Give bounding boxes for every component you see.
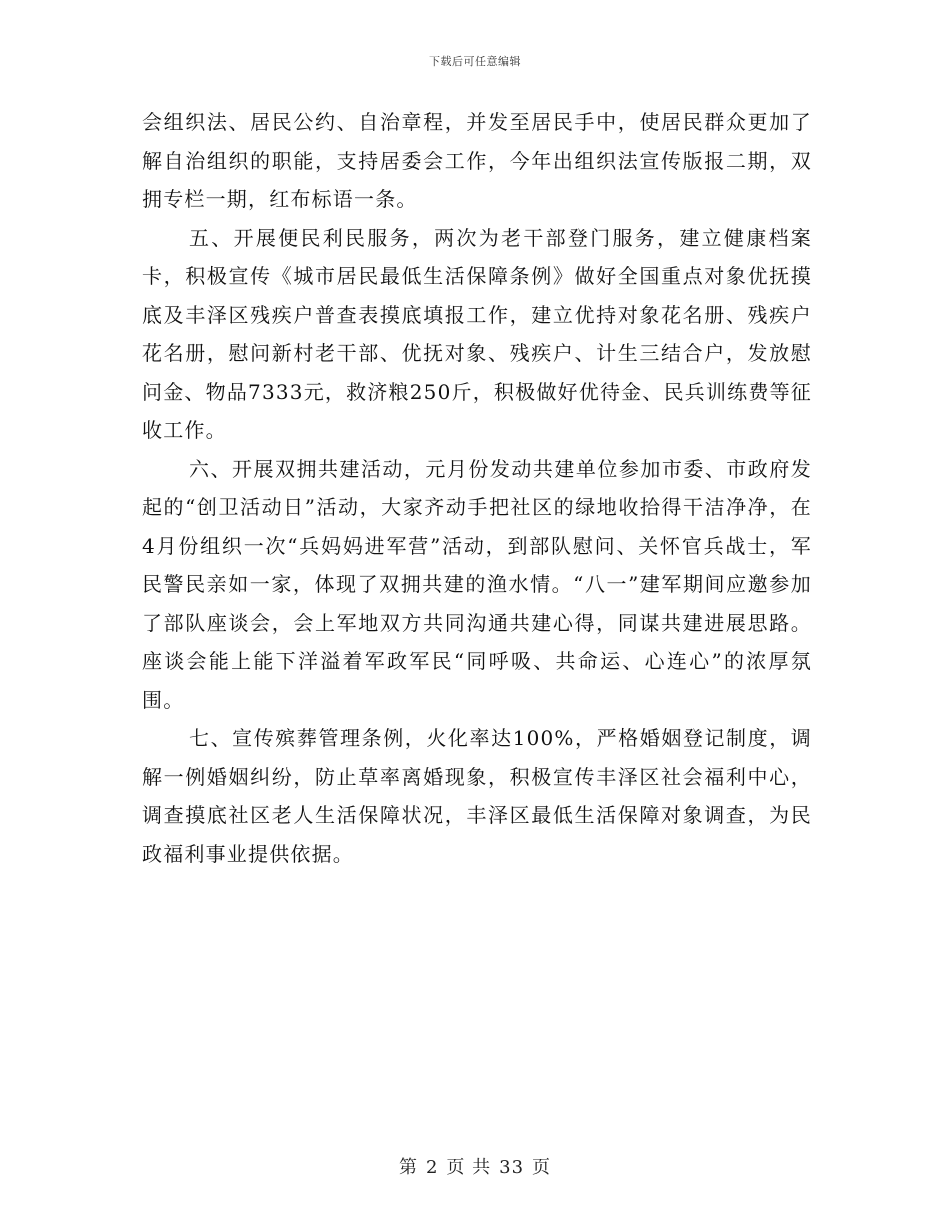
footer-prefix: 第 — [398, 1157, 418, 1178]
footer-middle: 页 共 — [446, 1157, 492, 1178]
page-footer — [0, 1153, 950, 1179]
page-number: 2 — [425, 1157, 439, 1178]
document-body — [142, 103, 812, 873]
header-note: 下载后可任意编辑 — [429, 55, 521, 68]
footer-suffix: 页 — [532, 1157, 552, 1178]
paragraph-section-six: 六、开展双拥共建活动，元月份发动共建单位参加市委、市政府发起的“创卫活动日”活动，大家齐动手把社区的绿地收拾得干洁净净，在4月份组织一次“兵妈妈进军营”活动，到部队慰问、关怀官兵战士，军民警民亲如一家，体现了双拥共建的渔水情。“八一”建军期间应邀参加了部队座谈会，会上军地双方共同沟通共建心得，同谋共建进展思路。座谈会能上能下洋溢着军政军民“同呼吸、共命运、心连心”的浓厚氛围。 — [142, 456, 812, 712]
page-total: 33 — [499, 1157, 525, 1178]
paragraph-continuation: 会组织法、居民公约、自治章程，并发至居民手中，使居民群众更加了解自治组织的职能，支持居委会工作，今年出组织法宣传版报二期，双拥专栏一期，红布标语一条。 — [142, 110, 812, 211]
paragraph-section-five: 五、开展便民利民服务，两次为老干部登门服务，建立健康档案卡，积极宣传《城市居民最低生活保障条例》做好全国重点对象优抚摸底及丰泽区残疾户普查表摸底填报工作，建立优持对象花名册、残疾户花名册，慰问新村老干部、优抚对象、残疾户、计生三结合户，发放慰问金、物品7333元，救济粮250斤，积极做好优待金、民兵训练费等征收工作。 — [142, 225, 812, 442]
paragraph-section-seven: 七、宣传殡葬管理条例，火化率达100%，严格婚姻登记制度，调解一例婚姻纠纷，防止草率离婚现象，积极宣传丰泽区社会福利中心，调查摸底社区老人生活保障状况，丰泽区最低生活保障对象调查，为民政福利事业提供依据。 — [142, 726, 812, 866]
